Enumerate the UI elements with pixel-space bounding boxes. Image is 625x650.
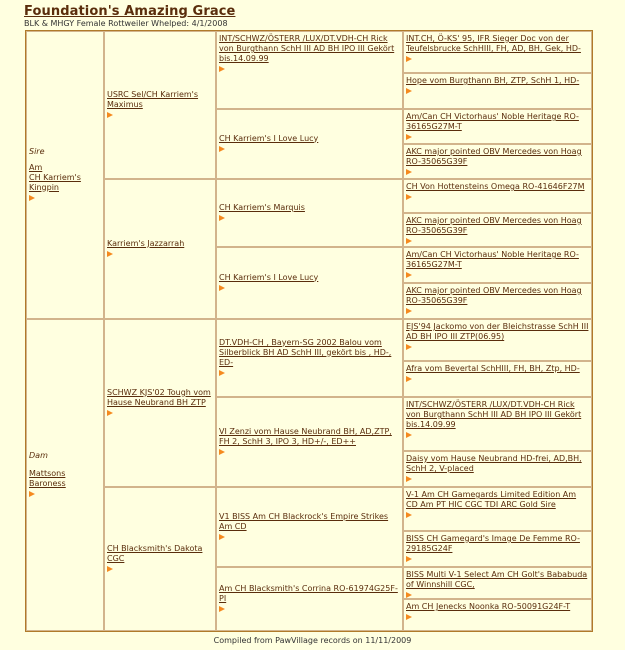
gen2-name[interactable]: CH Blacksmith's Dakota CGC	[107, 543, 203, 563]
compiled-footer: Compiled from PawVillage records on 11/11/2009	[213, 636, 412, 645]
expand-arrow-icon[interactable]	[107, 566, 113, 572]
gen4-name[interactable]: INT.CH, Ö-KS' 95, IFR Sieger Doc von der Teufelsbrucke SchHIII, FH, AD, BH, Gek, HD-	[406, 34, 581, 53]
pedigree-table	[25, 30, 593, 632]
expand-arrow-icon[interactable]	[107, 112, 113, 118]
expand-arrow-icon[interactable]	[29, 491, 35, 497]
gen4-name[interactable]: Hope vom Burgthann BH, ZTP, SchH 1, HD-	[406, 76, 580, 85]
expand-arrow-icon[interactable]	[219, 66, 225, 72]
expand-arrow-icon[interactable]	[219, 534, 225, 540]
gen4-cell	[403, 144, 592, 179]
expand-arrow-icon[interactable]	[406, 344, 412, 350]
expand-arrow-icon[interactable]	[406, 134, 412, 140]
gen2-cell	[104, 179, 216, 319]
expand-arrow-icon[interactable]	[107, 251, 113, 257]
gen3-name[interactable]: VI Zenzi vom Hause Neubrand BH, AD,ZTP, FH 2, SchH 3, IPO 3, HD+/-, ED++	[219, 426, 392, 446]
sire-name-line2[interactable]: CH Karriem's	[29, 172, 81, 182]
gen4-cell	[403, 283, 592, 319]
expand-arrow-icon[interactable]	[406, 169, 412, 175]
gen4-cell	[403, 31, 592, 73]
gen4-cell	[403, 247, 592, 283]
expand-arrow-icon[interactable]	[219, 449, 225, 455]
gen2-name[interactable]: USRC Sel/CH Karriem's Maximus	[107, 89, 199, 109]
gen4-cell	[403, 109, 592, 144]
expand-arrow-icon[interactable]	[406, 88, 412, 94]
sire-name-line3[interactable]: Kingpin	[29, 182, 59, 192]
page-title: Foundation's Amazing Grace	[24, 4, 236, 19]
gen3-cell	[216, 31, 403, 109]
expand-arrow-icon[interactable]	[29, 195, 35, 201]
sire-name-line1[interactable]: Am	[29, 162, 43, 172]
expand-arrow-icon[interactable]	[406, 432, 412, 438]
expand-arrow-icon[interactable]	[406, 556, 412, 562]
gen4-cell	[403, 599, 592, 631]
expand-arrow-icon[interactable]	[406, 308, 412, 314]
gen2-name[interactable]: SCHWZ KJS'02 Tough vom Hause Neubrand BH ZTP	[107, 387, 211, 407]
gen4-name[interactable]: Am CH Jenecks Noonka RO-50091G24F-T	[406, 602, 571, 611]
gen3-name[interactable]: INT/SCHWZ/ÖSTERR /LUX/DT.VDH-CH Rick von Burgthann SchH III AD BH IPO III Gekört bis.14.09.99	[219, 34, 395, 63]
expand-arrow-icon[interactable]	[219, 285, 225, 291]
gen4-cell	[403, 361, 592, 397]
gen2-cell	[104, 487, 216, 631]
sire-cell	[26, 31, 104, 319]
dam-role-label: Dam	[29, 450, 48, 460]
gen4-name[interactable]: AKC major pointed OBV Mercedes von Hoag RO-35065G39F	[406, 216, 582, 235]
gen4-name[interactable]: AKC major pointed OBV Mercedes von Hoag RO-35065G39F	[406, 286, 582, 305]
gen3-cell	[216, 567, 403, 631]
gen4-cell	[403, 319, 592, 361]
expand-arrow-icon[interactable]	[406, 238, 412, 244]
gen3-name[interactable]: CH Karriem's I Love Lucy	[219, 272, 319, 282]
expand-arrow-icon[interactable]	[406, 194, 412, 200]
gen4-name[interactable]: BISS Multi V-1 Select Am CH Golt's Bababuda of Winnshill CGC,	[406, 570, 588, 589]
gen3-name[interactable]: DT.VDH-CH , Bayern-SG 2002 Balou vom Silberblick BH AD SchH III, gekört bis , HD-, ED-	[219, 337, 392, 367]
dam-name-line2[interactable]: Baroness	[29, 478, 66, 488]
gen4-name[interactable]: Am/Can CH Victorhaus' Noble Heritage RO-36165G27M-T	[406, 112, 579, 131]
gen2-cell	[104, 319, 216, 487]
gen2-cell	[104, 31, 216, 179]
gen4-cell	[403, 487, 592, 531]
gen3-cell	[216, 247, 403, 319]
gen3-name[interactable]: V1 BISS Am CH Blackrock's Empire Strikes Am CD	[219, 511, 389, 531]
gen3-cell	[216, 397, 403, 487]
dam-cell	[26, 319, 104, 631]
expand-arrow-icon[interactable]	[406, 614, 412, 620]
gen4-name[interactable]: Am/Can CH Victorhaus' Noble Heritage RO-36165G27M-T	[406, 250, 579, 269]
expand-arrow-icon[interactable]	[406, 376, 412, 382]
gen3-cell	[216, 179, 403, 247]
dam-name-line1[interactable]: Mattsons	[29, 468, 66, 478]
gen4-name[interactable]: V-1 Am CH Gamegards Limited Edition Am CD Am PT HIC CGC TDI ARC Gold Sire	[406, 490, 577, 509]
expand-arrow-icon[interactable]	[406, 476, 412, 482]
gen4-name[interactable]: INT/SCHWZ/ÖSTERR /LUX/DT.VDH-CH Rick von Burgthann SchH III AD BH IPO III Gekört bis.14.09.99	[406, 400, 582, 429]
gen4-name[interactable]: EJS'94 Jackomo von der Bleichstrasse SchH III AD BH IPO III ZTP(06.95)	[406, 322, 589, 341]
gen4-cell	[403, 213, 592, 247]
expand-arrow-icon[interactable]	[219, 215, 225, 221]
gen3-cell	[216, 487, 403, 567]
sire-role-label: Sire	[29, 146, 45, 156]
gen4-cell	[403, 531, 592, 567]
gen4-name[interactable]: AKC major pointed OBV Mercedes von Hoag RO-35065G39F	[406, 147, 582, 166]
gen4-cell	[403, 73, 592, 109]
gen3-name[interactable]: CH Karriem's I Love Lucy	[219, 133, 319, 143]
gen4-cell	[403, 451, 592, 487]
gen3-cell	[216, 319, 403, 397]
gen4-cell	[403, 179, 592, 213]
gen3-cell	[216, 109, 403, 179]
expand-arrow-icon[interactable]	[219, 370, 225, 376]
gen3-name[interactable]: Am CH Blacksmith's Corrina RO-61974G25F-PI	[219, 583, 398, 603]
gen2-name[interactable]: Karriem's Jazzarrah	[107, 238, 185, 248]
expand-arrow-icon[interactable]	[219, 606, 225, 612]
gen4-cell	[403, 567, 592, 599]
expand-arrow-icon[interactable]	[406, 512, 412, 518]
expand-arrow-icon[interactable]	[219, 146, 225, 152]
gen4-name[interactable]: Afra vom Bevertal SchHIII, FH, BH, Ztp, HD-	[406, 364, 580, 373]
dog-description: BLK & MHGY Female Rottweiler Whelped: 4/1/2008	[24, 19, 228, 28]
gen3-name[interactable]: CH Karriem's Marquis	[219, 202, 305, 212]
expand-arrow-icon[interactable]	[406, 592, 412, 598]
expand-arrow-icon[interactable]	[107, 410, 113, 416]
gen4-name[interactable]: BISS CH Gamegard's Image De Femme RO-29185G24F	[406, 534, 580, 553]
expand-arrow-icon[interactable]	[406, 56, 412, 62]
gen4-name[interactable]: CH Von Hottensteins Omega RO-41646F27M	[406, 182, 585, 191]
expand-arrow-icon[interactable]	[406, 272, 412, 278]
gen4-cell	[403, 397, 592, 451]
gen4-name[interactable]: Daisy vom Hause Neubrand HD-frei, AD,BH, SchH 2, V-placed	[406, 454, 582, 473]
